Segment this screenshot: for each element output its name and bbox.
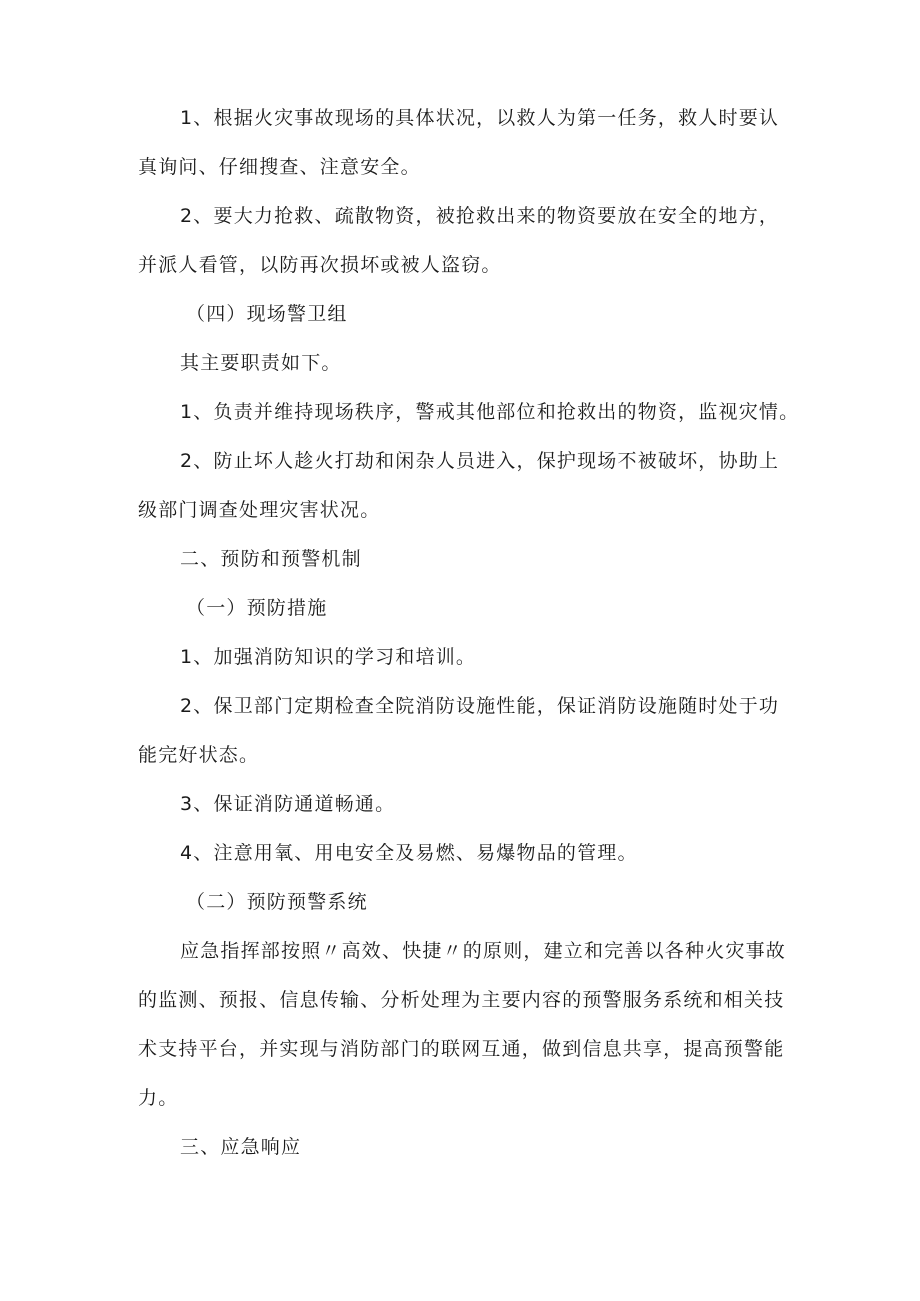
paragraph-line: 1、根据火灾事故现场的具体状况，以救人为第一任务，救人时要认 <box>180 107 780 129</box>
paragraph-line: 术支持平台，并实现与消防部门的联网互通，做到信息共享，提高预警能 <box>138 1038 785 1060</box>
chapter-heading: 二、预防和预警机制 <box>180 548 362 570</box>
chapter-heading: 三、应急响应 <box>180 1136 302 1158</box>
paragraph-line: 2、保卫部门定期检查全院消防设施性能，保证消防设施随时处于功 <box>180 695 780 717</box>
paragraph-line: 的监测、预报、信息传输、分析处理为主要内容的预警服务系统和相关技 <box>138 989 785 1011</box>
paragraph-line: 级部门调查处理灾害状况。 <box>138 499 381 521</box>
paragraph-line: 并派人看管，以防再次损坏或被人盗窃。 <box>138 254 502 276</box>
paragraph-line: 1、加强消防知识的学习和培训。 <box>180 646 477 668</box>
paragraph-line: 4、注意用氧、用电安全及易燃、易爆物品的管理。 <box>180 842 638 864</box>
paragraph-line: 2、要大力抢救、疏散物资，被抢救出来的物资要放在安全的地方， <box>180 205 780 227</box>
paragraph-line: 2、防止坏人趁火打劫和闲杂人员进入，保护现场不被破坏，协助上 <box>180 450 780 472</box>
section-heading: （二）预防预警系统 <box>186 891 368 913</box>
paragraph-line: 应急指挥部按照〃高效、快捷〃的原则，建立和完善以各种火灾事故 <box>180 940 787 962</box>
paragraph-line: 真询问、仔细搜查、注意安全。 <box>138 156 421 178</box>
paragraph-line: 3、保证消防通道畅通。 <box>180 793 396 815</box>
section-heading: （一）预防措施 <box>186 597 328 619</box>
paragraph-line: 1、负责并维持现场秩序，警戒其他部位和抢救出的物资，监视灾情。 <box>180 401 800 423</box>
paragraph-line: 能完好状态。 <box>138 744 260 766</box>
paragraph-line: 力。 <box>138 1087 179 1109</box>
paragraph-line: 其主要职责如下。 <box>180 352 342 374</box>
section-heading: （四）现场警卫组 <box>186 303 348 325</box>
